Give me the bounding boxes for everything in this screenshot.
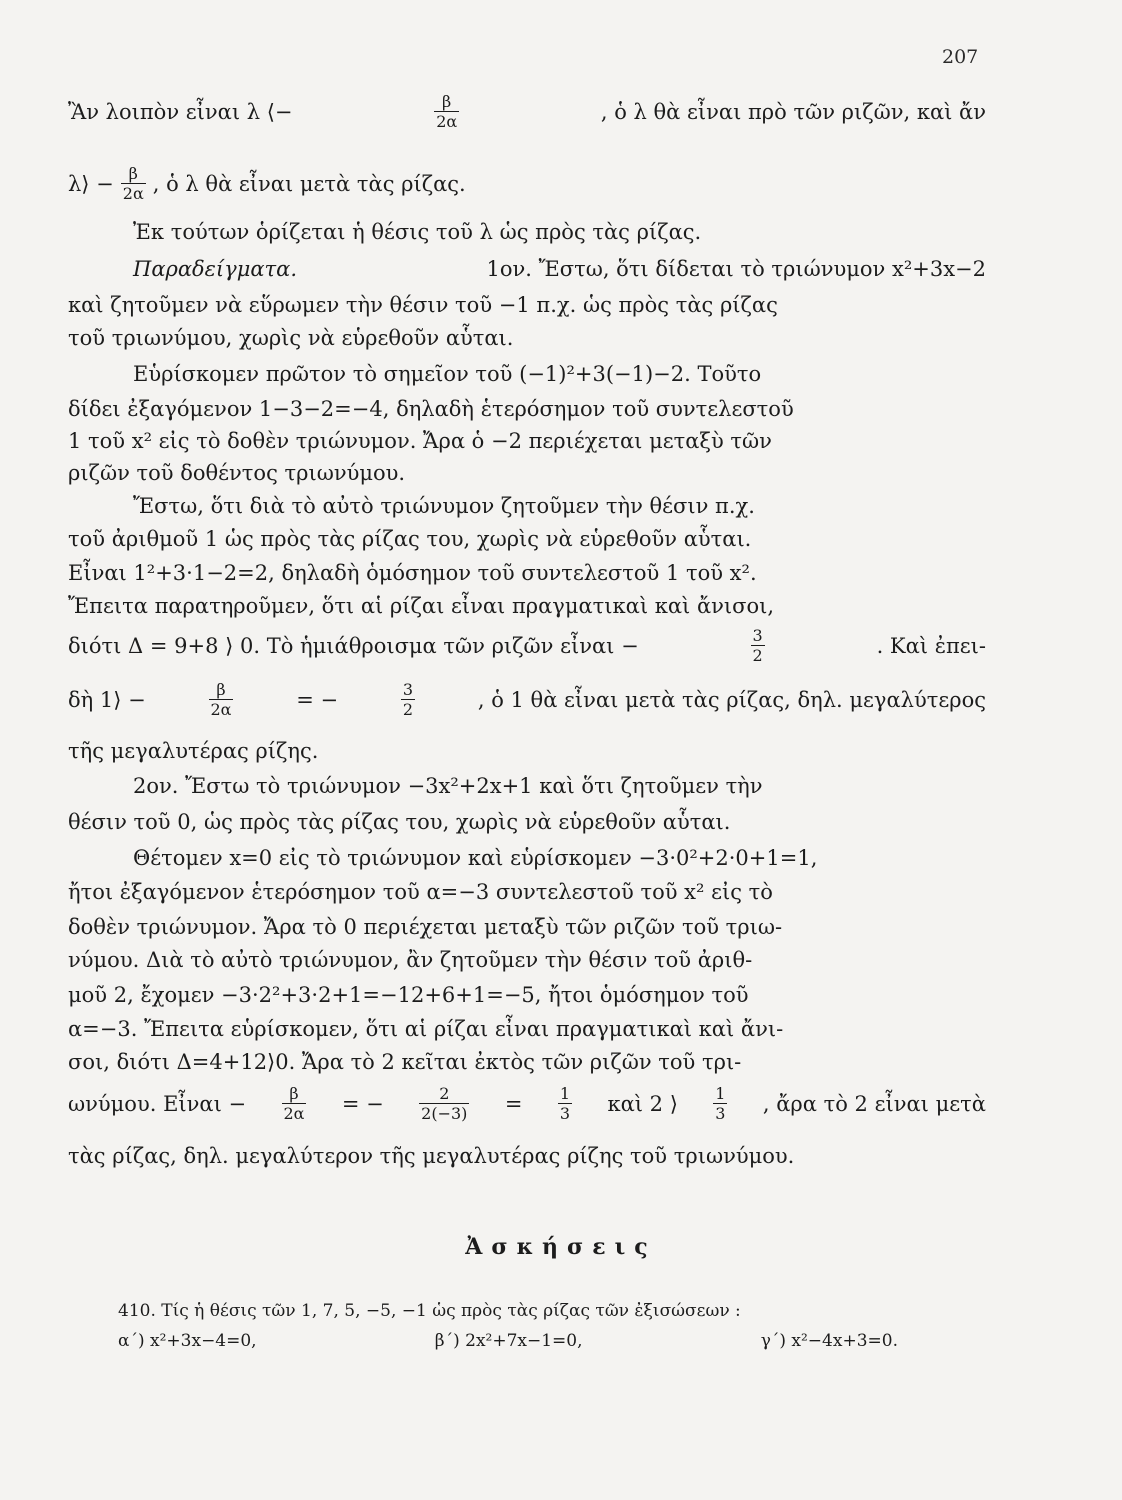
text-segment: ἤτοι ἐξαγόμενον ἑτερόσημον τοῦ α=−3 συντελεστοῦ τοῦ x² εἰς τὸ: [68, 880, 773, 904]
text-segment: καὶ ζητοῦμεν νὰ εὕρωμεν τὴν θέσιν τοῦ −1 π.χ. ὡς πρὸς τὰς ρίζας: [68, 293, 778, 317]
text-line: [133, 490, 986, 522]
fraction: $\frac{2}{2(-3)}$: [421, 1084, 468, 1123]
text-segment: 1 τοῦ x² εἰς τὸ δοθὲν τριώνυμον. Ἄρα ὁ −2 περιέχεται μεταξὺ τῶν: [68, 429, 772, 453]
fraction: $\frac{1}{3}$: [559, 1084, 571, 1123]
exercise-410: 410. Τίς ἡ θέσις τῶν 1, 7, 5, −5, −1 ὡς πρὸς τὰς ρίζας τῶν ἐξισώσεων :: [118, 1301, 741, 1321]
text-line: [68, 1013, 986, 1045]
fraction: $\frac{3}{2}$: [402, 680, 414, 719]
exercises-heading: Ἀσκήσεις: [465, 1234, 657, 1260]
text-segment: δὴ 1⟩ −: [68, 688, 146, 712]
text-segment: 1ον. Ἔστω, ὅτι δίδεται τὸ τριώνυμον x²+3x−2: [486, 257, 986, 281]
text-line: [68, 393, 986, 425]
text-segment: Ἂν λοιπὸν εἶναι λ ⟨−: [68, 100, 293, 124]
text-line: [68, 457, 986, 489]
fraction: $\frac{\beta}{2\alpha}$: [122, 164, 144, 203]
text-line: [68, 1046, 986, 1078]
text-segment: λ⟩ −: [68, 172, 114, 196]
text-line: [68, 425, 986, 457]
text-segment: ριζῶν τοῦ δοθέντος τριωνύμου.: [68, 461, 406, 485]
text-segment: Ἔστω, ὅτι διὰ τὸ αὐτὸ τριώνυμον ζητοῦμεν τὴν θέσιν π.χ.: [133, 494, 755, 518]
text-line: [68, 735, 986, 767]
text-segment: Θέτομεν x=0 εἰς τὸ τριώνυμον καὶ εὑρίσκομεν −3·0²+2·0+1=1,: [133, 846, 818, 870]
text-line: [68, 289, 986, 321]
text-line: [68, 1084, 986, 1123]
text-line: [68, 626, 986, 665]
equation-b: β΄) 2x²+7x−1=0,: [434, 1331, 583, 1351]
text-segment: μοῦ 2, ἔχομεν −3·2²+3·2+1=−12+6+1=−5, ἤτοι ὁμόσημον τοῦ: [68, 983, 749, 1007]
text-segment: , ὁ λ θὰ εἶναι μετὰ τὰς ρίζας.: [152, 172, 466, 196]
text-line: [68, 1140, 986, 1172]
text-segment: , ὁ λ θὰ εἶναι πρὸ τῶν ριζῶν, καὶ ἄν: [600, 100, 986, 124]
text-segment: =: [504, 1092, 523, 1116]
text-line: [68, 164, 986, 203]
fraction: $\frac{\beta}{2\alpha}$: [210, 680, 232, 719]
text-line: [68, 523, 986, 555]
text-line: [133, 358, 986, 390]
text-segment: δίδει ἐξαγόμενον 1−3−2=−4, δηλαδὴ ἑτερόσημον τοῦ συντελεστοῦ: [68, 397, 794, 421]
text-segment: δοθὲν τριώνυμον. Ἄρα τὸ 0 περιέχεται μεταξὺ τῶν ριζῶν τοῦ τριω-: [68, 915, 783, 939]
text-segment: Εὑρίσκομεν πρῶτον τὸ σημεῖον τοῦ (−1)²+3(−1)−2. Τοῦτο: [133, 362, 762, 386]
text-line: [68, 806, 986, 838]
text-line: [68, 911, 986, 943]
text-segment: = −: [341, 1092, 384, 1116]
text-segment: Ἔπειτα παρατηροῦμεν, ὅτι αἱ ρίζαι εἶναι πραγματικαὶ καὶ ἄνισοι,: [68, 594, 775, 618]
text-segment: = −: [296, 688, 339, 712]
fraction: 1 3: [715, 1084, 726, 1123]
text-line: [133, 216, 986, 248]
fraction: $\frac{\beta}{2\alpha}$: [283, 1084, 305, 1123]
text-line: [68, 876, 986, 908]
text-line: [68, 944, 986, 976]
text-line: [68, 979, 986, 1011]
text-line: [133, 253, 986, 285]
text-segment: καὶ 2 ⟩: [607, 1092, 678, 1116]
text-segment: σοι, διότι Δ=4+12⟩0. Ἄρα τὸ 2 κεῖται ἐκτὸς τῶν ριζῶν τοῦ τρι-: [68, 1050, 742, 1074]
text-line: [133, 770, 986, 802]
text-line: [68, 322, 986, 354]
text-segment: Ἐκ τούτων ὁρίζεται ἡ θέσις τοῦ λ ὡς πρὸς τὰς ρίζας.: [133, 220, 702, 244]
text-segment: α=−3. Ἔπειτα εὑρίσκομεν, ὅτι αἱ ρίζαι εἶναι πραγματικαὶ καὶ ἄνι-: [68, 1017, 784, 1041]
text-segment: , ἄρα τὸ 2 εἶναι μετὰ: [762, 1092, 986, 1116]
text-segment: τοῦ τριωνύμου, χωρὶς νὰ εὑρεθοῦν αὗται.: [68, 326, 514, 350]
text-segment: , ὁ 1 θὰ εἶναι μετὰ τὰς ρίζας, δηλ. μεγαλύτερος: [477, 688, 986, 712]
text-segment: τὰς ρίζας, δηλ. μεγαλύτερον τῆς μεγαλυτέρας ρίζης τοῦ τριωνύμου.: [68, 1144, 795, 1168]
text-segment: θέσιν τοῦ 0, ὡς πρὸς τὰς ρίζας του, χωρὶς νὰ εὑρεθοῦν αὗται.: [68, 810, 731, 834]
text-line: [68, 680, 986, 719]
exercise-equations: [118, 1328, 898, 1354]
text-segment: ωνύμου. Εἶναι −: [68, 1092, 247, 1116]
italic-text: Παραδείγματα.: [133, 257, 298, 281]
equation-c: γ΄) x²−4x+3=0.: [760, 1331, 898, 1351]
text-segment: νύμου. Διὰ τὸ αὐτὸ τριώνυμον, ἂν ζητοῦμεν τὴν θέσιν τοῦ ἀριθ-: [68, 948, 753, 972]
text-segment: τῆς μεγαλυτέρας ρίζης.: [68, 739, 319, 763]
text-segment: διότι Δ = 9+8 ⟩ 0. Τὸ ἡμιάθροισμα τῶν ριζῶν εἶναι −: [68, 634, 639, 658]
text-segment: Εἶναι 1²+3·1−2=2, δηλαδὴ ὁμόσημον τοῦ συντελεστοῦ 1 τοῦ x².: [68, 561, 757, 585]
text-line: [68, 590, 986, 622]
text-line: [133, 842, 986, 874]
text-segment: . Καὶ ἐπει-: [876, 634, 986, 658]
fraction: $\frac{\beta}{2\alpha}$: [436, 92, 458, 131]
text-segment: 2ον. Ἔστω τὸ τριώνυμον −3x²+2x+1 καὶ ὅτι ζητοῦμεν τὴν: [133, 774, 763, 798]
text-line: [68, 92, 986, 131]
text-line: [68, 557, 986, 589]
equation-a: α΄) x²+3x−4=0,: [118, 1331, 257, 1351]
fraction: $\frac{3}{2}$: [752, 626, 763, 665]
page-number: 207: [942, 46, 979, 68]
text-segment: τοῦ ἀριθμοῦ 1 ὡς πρὸς τὰς ρίζας του, χωρὶς νὰ εὑρεθοῦν αὗται.: [68, 527, 752, 551]
